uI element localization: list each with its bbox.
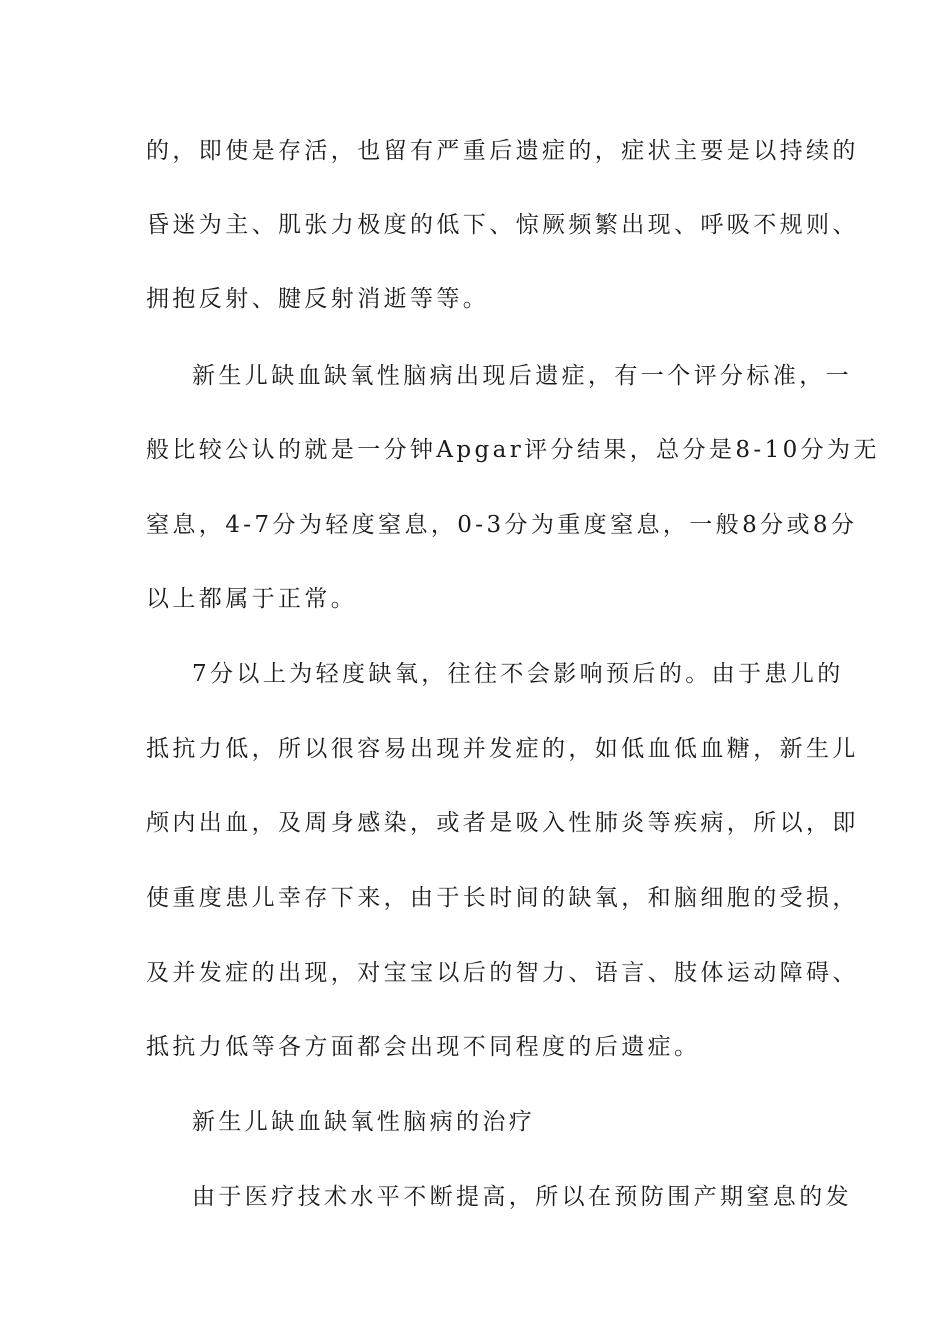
paragraph-3-line-3: 颅内出血，及周身感染，或者是吸入性肺炎等疾病，所以，即 [146,810,859,836]
paragraph-3-line-5: 及并发症的出现，对宝宝以后的智力、语言、肢体运动障碍、 [146,960,859,986]
paragraph-3-line-2: 抵抗力低，所以很容易出现并发症的，如低血低血糖，新生儿 [146,736,859,762]
section-heading: 新生儿缺血缺氧性脑病的治疗 [192,1109,536,1135]
paragraph-3-line-4: 使重度患儿幸存下来，由于长时间的缺氧，和脑细胞的受损， [146,885,859,911]
paragraph-1-line-3: 拥抱反射、腱反射消逝等等。 [146,286,490,312]
paragraph-3-line-6: 抵抗力低等各方面都会出现不同程度的后遗症。 [146,1034,701,1060]
paragraph-5-line-1: 由于医疗技术水平不断提高，所以在预防围产期窒息的发 [192,1184,852,1210]
paragraph-1-line-1: 的，即使是存活，也留有严重后遗症的，症状主要是以持续的 [146,138,859,164]
paragraph-1-line-2: 昏迷为主、肌张力极度的低下、惊厥频繁出现、呼吸不规则、 [146,212,859,238]
paragraph-2-line-4: 以上都属于正常。 [146,586,358,612]
paragraph-2-line-1: 新生儿缺血缺氧性脑病出现后遗症，有一个评分标准，一 [192,363,852,389]
paragraph-3-line-1: 7分以上为轻度缺氧，往往不会影响预后的。由于患儿的 [192,661,844,687]
paragraph-2-line-2: 般比较公认的就是一分钟Apgar评分结果，总分是8-10分为无 [146,437,880,463]
paragraph-2-line-3: 窒息，4-7分为轻度窒息，0-3分为重度窒息，一般8分或8分 [146,512,858,538]
